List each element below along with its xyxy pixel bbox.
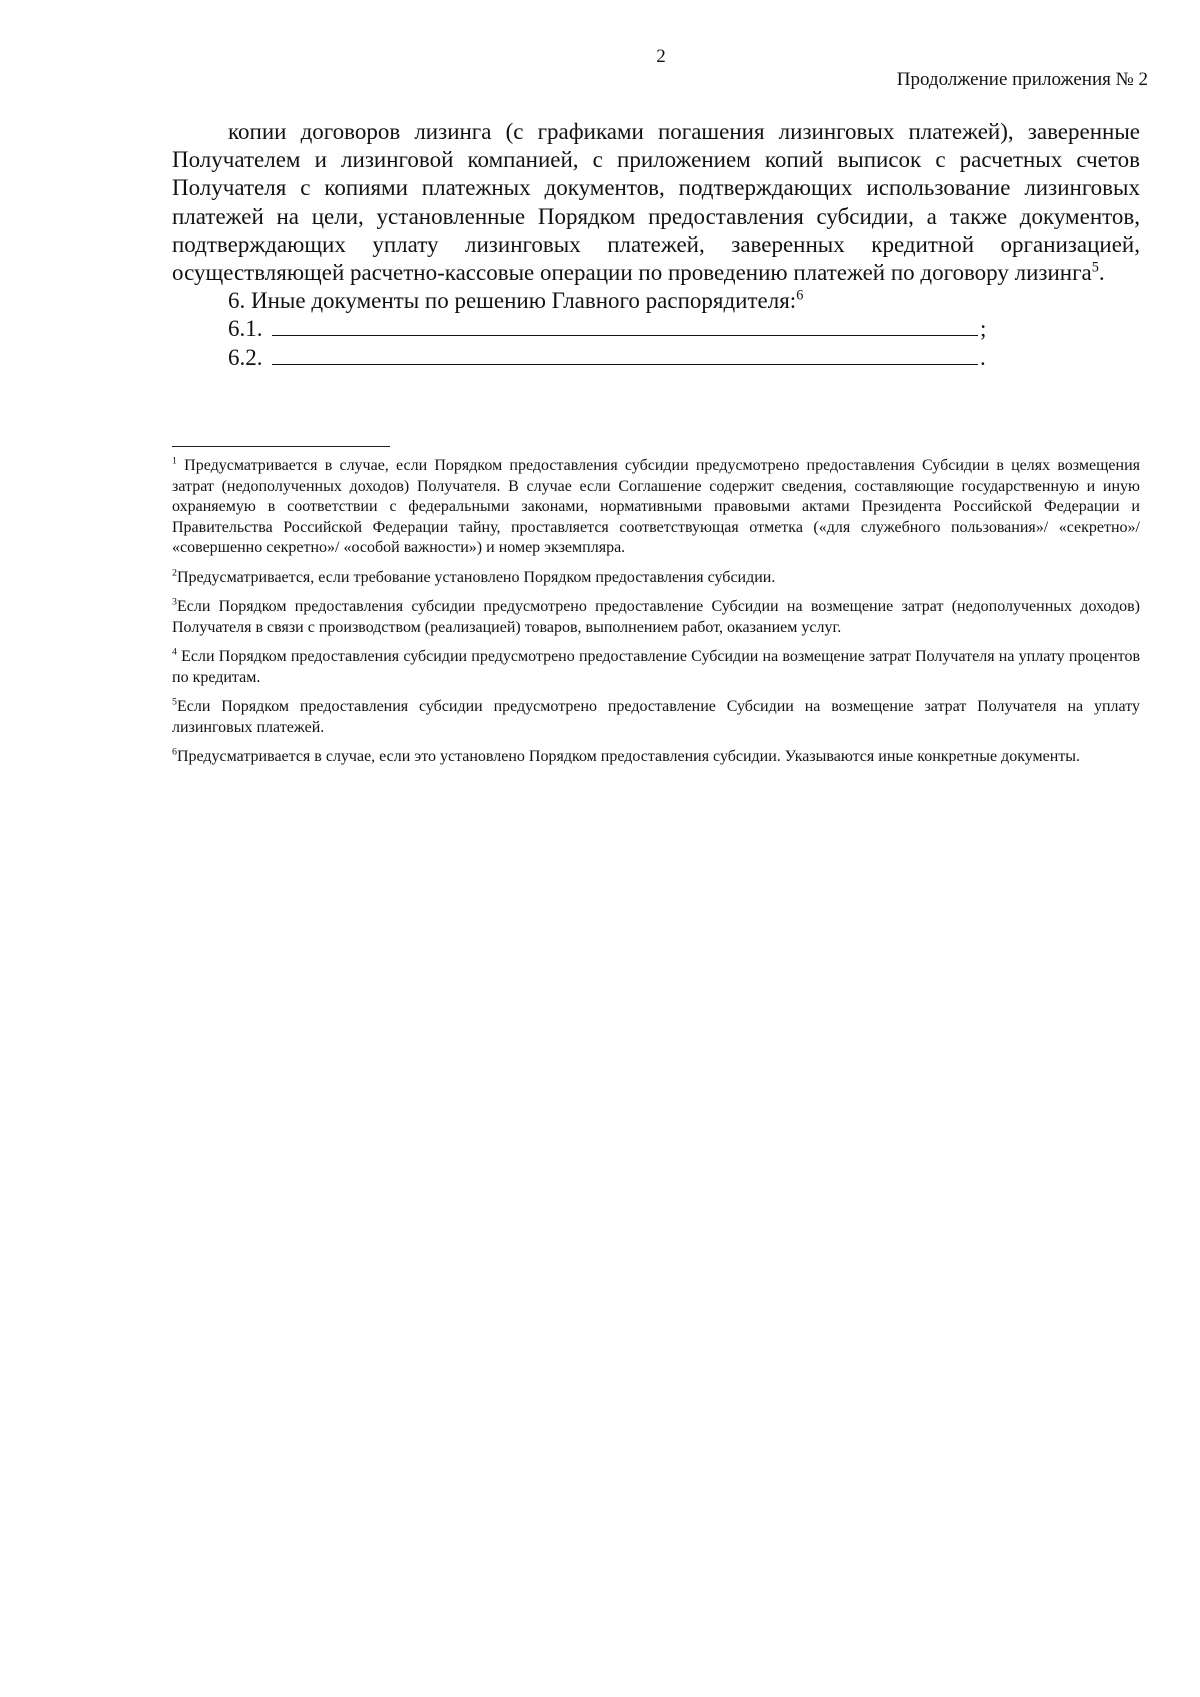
item-6-2-end: .	[980, 344, 986, 370]
footnote-text: Если Порядком предоставления субсидии предусмотрено предоставление Субсидии на возмещение затрат Получателя на уплату лизинговых платежей.	[172, 698, 1140, 736]
footnote-number: 6	[172, 746, 177, 758]
item-6-2-label: 6.2.	[228, 344, 263, 370]
footnote-text: Предусматривается в случае, если это установлено Порядком предоставления субсидии. Указываются иные конкретные документы.	[176, 748, 1081, 765]
item-6-1-end: ;	[980, 316, 987, 342]
item-6-1-label: 6.1.	[228, 316, 263, 342]
footnote-number: 4	[172, 646, 177, 658]
footnote-number: 2	[172, 567, 177, 579]
item-6-1-blank[interactable]	[272, 317, 978, 336]
leasing-documents-paragraph	[172, 118, 1140, 287]
footnotes	[172, 456, 1140, 777]
footnote-text: Предусматривается в случае, если Порядком предоставления субсидии предусмотрено предоставления Субсидии в целях возмещения затрат (недополученных доходов) Получателя. В случае если Соглашение содержит сведения, составляющие государственную и иную охраняемую в соответствии с федеральными законами, нормативными правовыми актами Президента Российской Федерации и Правительства Российской Федерации тайну, проставляется соответствующая отметка («для служебного пользования»/ «секретно»/ «совершенно секретно»/ «особой важности») и номер экземпляра.	[172, 457, 1141, 556]
item-6-2-blank[interactable]	[272, 346, 978, 365]
page-number: 2	[656, 46, 666, 67]
footnote	[172, 597, 1140, 638]
appendix-continuation-note: Продолжение приложения № 2	[896, 69, 1148, 90]
footnote-text: Если Порядком предоставления субсидии предусмотрено предоставление Субсидии на возмещение затрат Получателя на уплату процентов по кредитам.	[172, 648, 1140, 686]
footnote-text: Если Порядком предоставления субсидии предусмотрено предоставление Субсидии на возмещение затрат (недополученных доходов) Получателя в связи с производством (реализацией) товаров, выполнением работ, оказанием услуг.	[172, 598, 1140, 636]
footnote	[172, 568, 1140, 589]
footnote	[172, 456, 1140, 559]
footnote	[172, 697, 1140, 738]
item-6-1-line	[172, 315, 1140, 343]
item-6-2-line	[172, 344, 1140, 372]
footnote-number: 5	[172, 696, 177, 708]
footnote	[172, 747, 1140, 768]
item-6-text: 6. Иные документы по решению Главного распорядителя:	[228, 288, 797, 314]
footnote-separator	[172, 446, 390, 447]
leasing-paragraph-end: .	[1098, 260, 1105, 286]
footnote	[172, 647, 1140, 688]
item-6-heading	[172, 287, 1140, 315]
footnote-text: Предусматривается, если требование установлено Порядком предоставления субсидии.	[176, 568, 776, 586]
main-text	[172, 118, 1140, 372]
footnote-number: 1	[172, 455, 177, 467]
footnote-ref-6: 6	[796, 287, 804, 304]
leasing-paragraph-text: копии договоров лизинга (с графиками погашения лизинговых платежей), заверенные Получателем и лизинговой компанией, с приложением копий выписок с расчетных счетов Получателя с копиями платежных документов, подтверждающих использование лизинговых платежей на цели, установленные Порядком предоставления субсидии, а также документов, подтверждающих уплату лизинговых платежей, заверенных кредитной организацией, осуществляющей расчетно-кассовые операции по проведению платежей по договору лизинга	[172, 119, 1140, 286]
footnote-ref-5: 5	[1091, 259, 1099, 276]
footnote-number: 3	[172, 596, 177, 608]
